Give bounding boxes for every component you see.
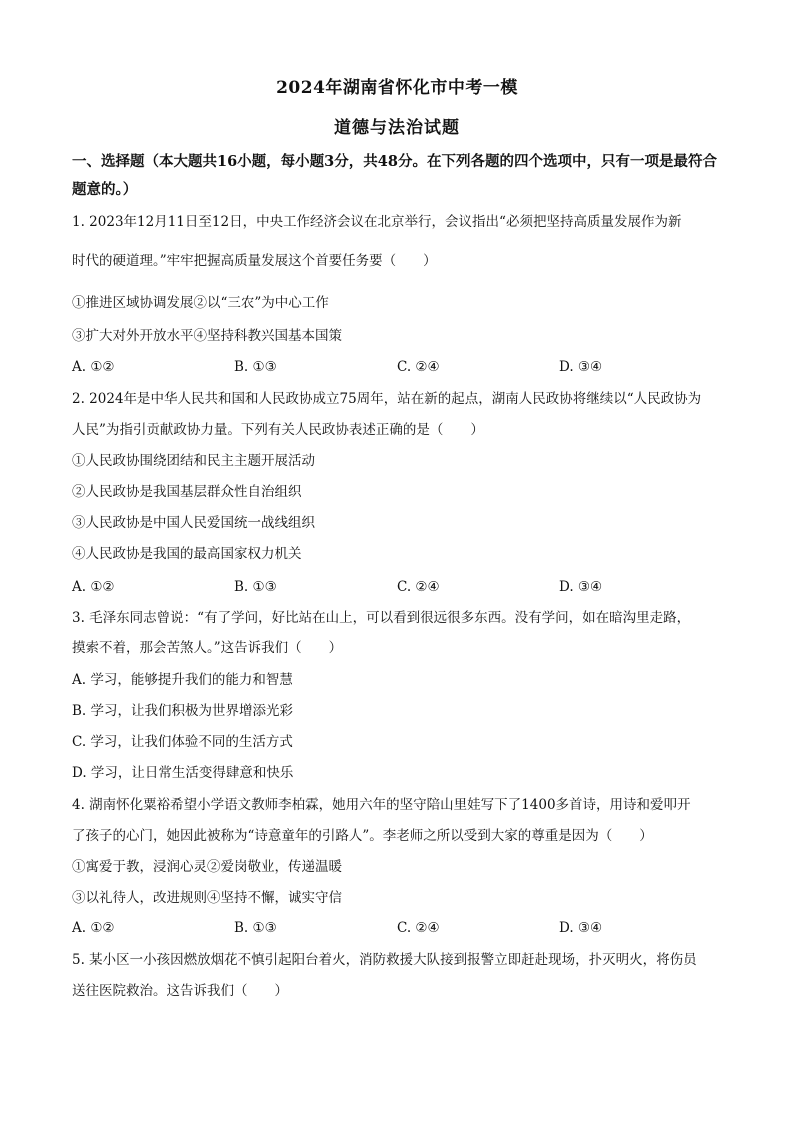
question-3-choice-c: C. 学习，让我们体验不同的生活方式 <box>72 734 293 750</box>
question-1-line-1: 1. 2023年12月11日至12日，中央工作经济会议在北京举行，会议指出“必须把坚持高质量发展作为新 <box>72 214 682 230</box>
question-1-line-2: 时代的硬道理。”牢牢把握高质量发展这个首要任务要（ ） <box>72 253 437 269</box>
option-c: C. ②④ <box>397 920 440 936</box>
question-1-options <box>72 357 732 377</box>
option-a: A. ①② <box>72 920 115 936</box>
page-subtitle: 道德与法治试题 <box>334 118 460 138</box>
question-1-statement-1: ①推进区域协调发展②以“三农”为中心工作 <box>72 295 329 311</box>
question-2-statement-4: ④人民政协是我国的最高国家权力机关 <box>72 546 302 562</box>
section-header: 一、选择题（本大题共16小题，每小题3分，共48分。在下列各题的四个选项中，只有一项是最符合题意的。） <box>72 153 717 198</box>
question-3-line-1: 3. 毛泽东同志曾说：“有了学问，好比站在山上，可以看到很远很多东西。没有学问，如在暗沟里走路， <box>72 610 691 626</box>
question-3-choice-d: D. 学习，让日常生活变得肆意和快乐 <box>72 765 294 781</box>
option-c: C. ②④ <box>397 579 440 595</box>
question-2-line-1: 2. 2024年是中华人民共和国和人民政协成立75周年，站在新的起点，湖南人民政协将继续以“人民政协为 <box>72 391 702 407</box>
question-3-choice-a: A. 学习，能够提升我们的能力和智慧 <box>72 672 293 688</box>
option-b: B. ①③ <box>234 359 277 375</box>
question-3-line-2: 摸索不着，那会苦煞人。”这告诉我们（ ） <box>72 640 343 656</box>
question-2-options <box>72 577 732 597</box>
question-2-line-2: 人民”为指引贡献政协力量。下列有关人民政协表述正确的是（ ） <box>72 422 484 438</box>
question-4-line-2: 了孩子的心门，她因此被称为“诗意童年的引路人”。李老师之所以受到大家的尊重是因为（ ） <box>72 828 653 844</box>
option-d: D. ③④ <box>559 359 603 375</box>
question-3-choice-b: B. 学习，让我们积极为世界增添光彩 <box>72 703 294 719</box>
option-b: B. ①③ <box>234 920 277 936</box>
question-2-statement-2: ②人民政协是我国基层群众性自治组织 <box>72 484 302 500</box>
question-1-statement-2: ③扩大对外开放水平④坚持科教兴国基本国策 <box>72 328 342 344</box>
question-4-statement-1: ①寓爱于教，浸润心灵②爱岗敬业，传递温暖 <box>72 859 342 875</box>
question-2-statement-3: ③人民政协是中国人民爱国统一战线组织 <box>72 515 315 531</box>
option-c: C. ②④ <box>397 359 440 375</box>
question-4-options <box>72 918 732 938</box>
option-d: D. ③④ <box>559 579 603 595</box>
question-2-statement-1: ①人民政协围绕团结和民主主题开展活动 <box>72 453 315 469</box>
option-d: D. ③④ <box>559 920 603 936</box>
question-5-line-1: 5. 某小区一小孩因燃放烟花不慎引起阳台着火，消防救援大队接到报警立即赶赴现场，扑灭明火，将伤员 <box>72 952 697 968</box>
question-4-line-1: 4. 湖南怀化粟裕希望小学语文教师李柏霖，她用六年的坚守陪山里娃写下了1400多首诗，用诗和爱叩开 <box>72 797 691 813</box>
question-4-statement-2: ③以礼待人，改进规则④坚持不懈，诚实守信 <box>72 890 342 906</box>
option-b: B. ①③ <box>234 579 277 595</box>
option-a: A. ①② <box>72 579 115 595</box>
question-5-line-2: 送往医院救治。这告诉我们（ ） <box>72 983 288 999</box>
page-title: 2024年湖南省怀化市中考一模 <box>276 78 518 98</box>
option-a: A. ①② <box>72 359 115 375</box>
